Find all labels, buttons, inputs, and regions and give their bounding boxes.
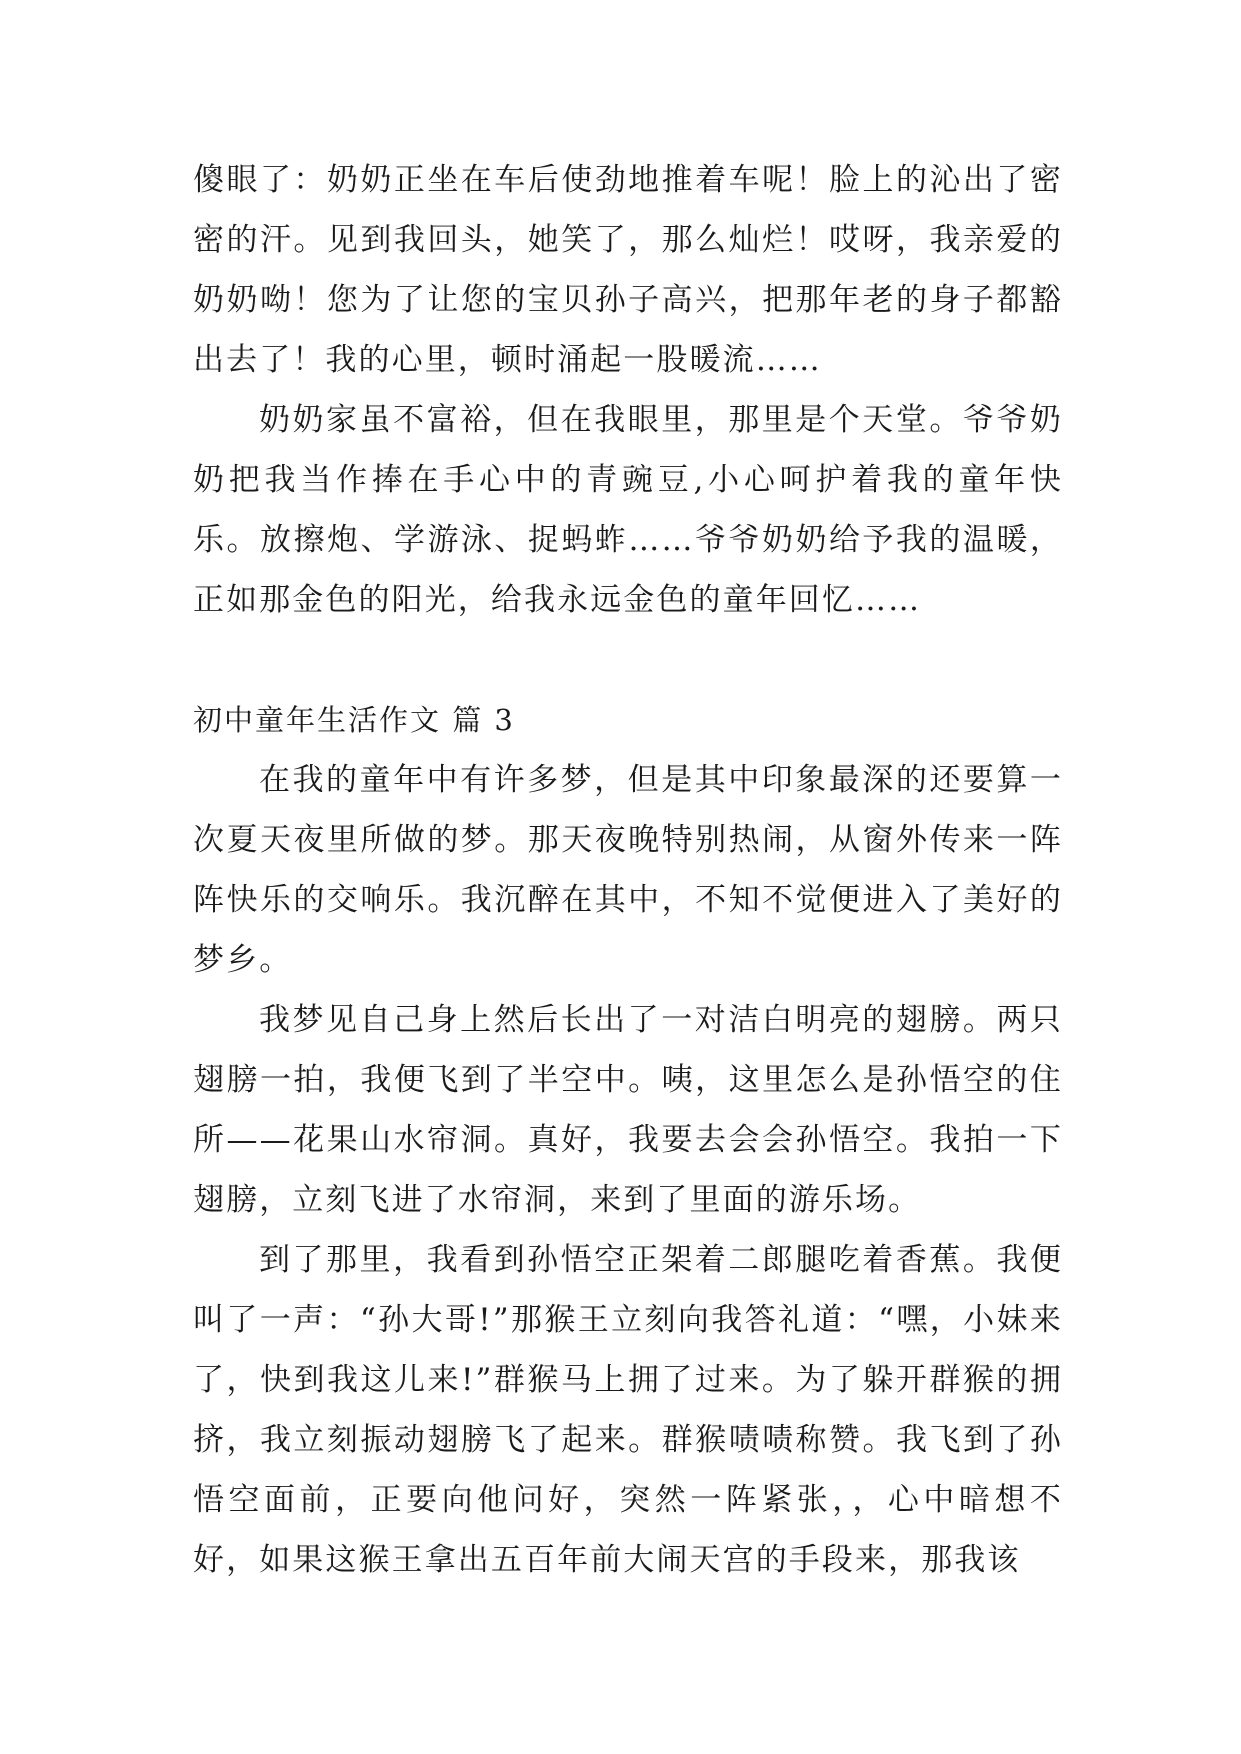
paragraph: 奶奶家虽不富裕，但在我眼里，那里是个天堂。爷爷奶奶把我当作捧在手心中的青豌豆,小心呵护着我的童年快乐。放擦炮、学游泳、捉蚂蚱……爷爷奶奶给予我的温暖，正如那金色的阳光，给我永远金色的童年回忆…… xyxy=(193,402,1063,618)
paragraph: 到了那里，我看到孙悟空正架着二郎腿吃着香蕉。我便叫了一声：“孙大哥!”那猴王立刻向我答礼道：“嘿，小妹来了，快到我这儿来!”群猴马上拥了过来。为了躲开群猴的拥挤，我立刻振动翅膀飞了起来。群猴啧啧称赞。我飞到了孙悟空面前，正要向他问好，突然一阵紧张，，心中暗想不好，如果这猴王拿出五百年前大闹天宫的手段来，那我该 xyxy=(193,1242,1063,1578)
paragraph: 我梦见自己身上然后长出了一对洁白明亮的翅膀。两只翅膀一拍，我便飞到了半空中。咦，这里怎么是孙悟空的住所——花果山水帘洞。真好，我要去会会孙悟空。我拍一下翅膀，立刻飞进了水帘洞，来到了里面的游乐场。 xyxy=(193,1002,1063,1218)
paragraph: 在我的童年中有许多梦，但是其中印象最深的还要算一次夏天夜里所做的梦。那天夜晚特别热闹，从窗外传来一阵阵快乐的交响乐。我沉醉在其中，不知不觉便进入了美好的梦乡。 xyxy=(193,762,1063,978)
paragraph-continuation: 傻眼了：奶奶正坐在车后使劲地推着车呢！脸上的沁出了密密的汗。见到我回头，她笑了，那么灿烂！哎呀，我亲爱的奶奶呦！您为了让您的宝贝孙子高兴，把那年老的身子都豁出去了！我的心里，顿时涌起一股暖流…… xyxy=(193,162,1063,378)
section-spacer xyxy=(193,630,1063,690)
document-page xyxy=(193,150,1063,1590)
section-title: 初中童年生活作文 篇 3 xyxy=(193,703,515,737)
